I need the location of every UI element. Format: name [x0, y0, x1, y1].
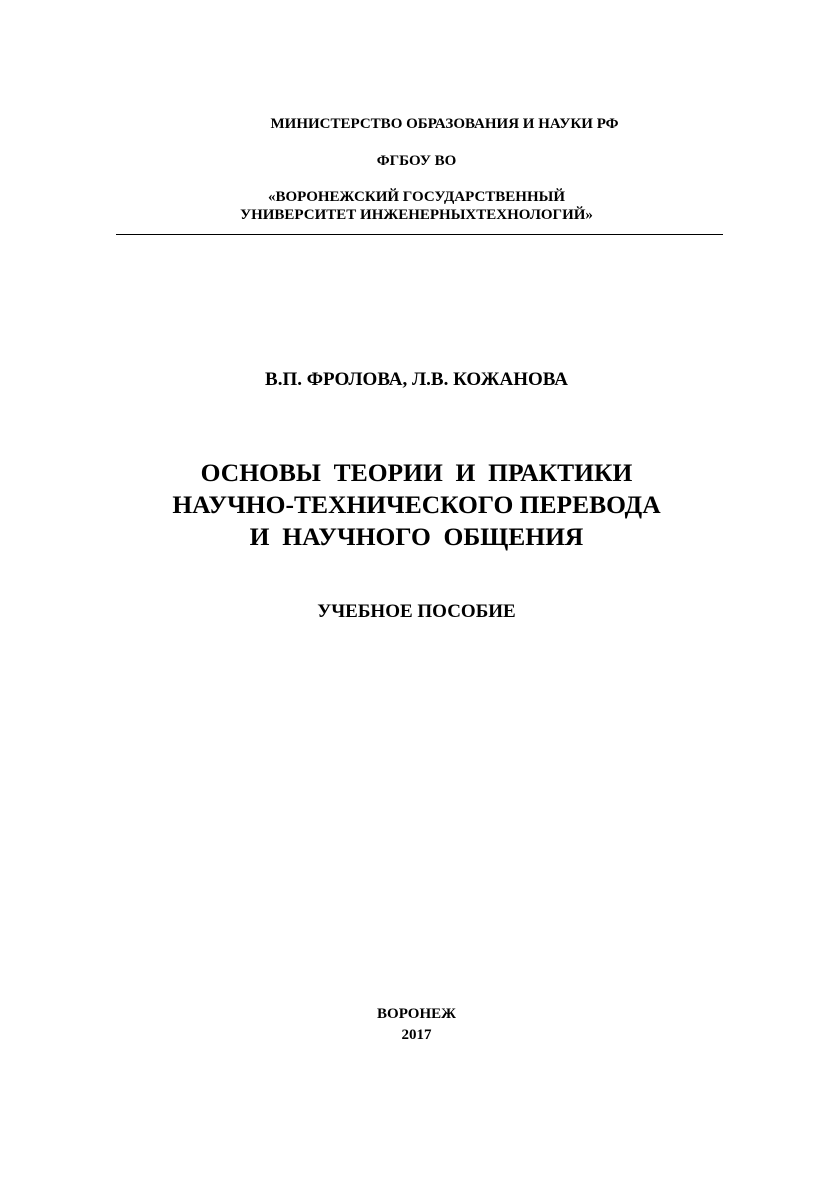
university-name-line1: «ВОРОНЕЖСКИЙ ГОСУДАРСТВЕННЫЙ	[267, 189, 566, 205]
book-title-line1: ОСНОВЫ ТЕОРИИ И ПРАКТИКИ	[200, 458, 633, 487]
university-name-line2: УНИВЕРСИТЕТ ИНЖЕНЕРНЫХТЕХНОЛОГИЙ»	[240, 207, 593, 223]
header-divider	[116, 234, 723, 235]
book-title-line2: НАУЧНО-ТЕХНИЧЕСКОГО ПЕРЕВОДА	[172, 490, 661, 519]
book-subtitle: УЧЕБНОЕ ПОСОБИЕ	[317, 601, 516, 622]
authors: В.П. ФРОЛОВА, Л.В. КОЖАНОВА	[265, 369, 568, 390]
publication-year: 2017	[401, 1027, 432, 1043]
book-title-line3: И НАУЧНОГО ОБЩЕНИЯ	[249, 522, 584, 551]
ministry-heading: МИНИСТЕРСТВО ОБРАЗОВАНИЯ И НАУКИ РФ	[270, 116, 619, 132]
institution-type: ФГБОУ ВО	[376, 153, 457, 169]
publication-city: ВОРОНЕЖ	[377, 1006, 456, 1022]
